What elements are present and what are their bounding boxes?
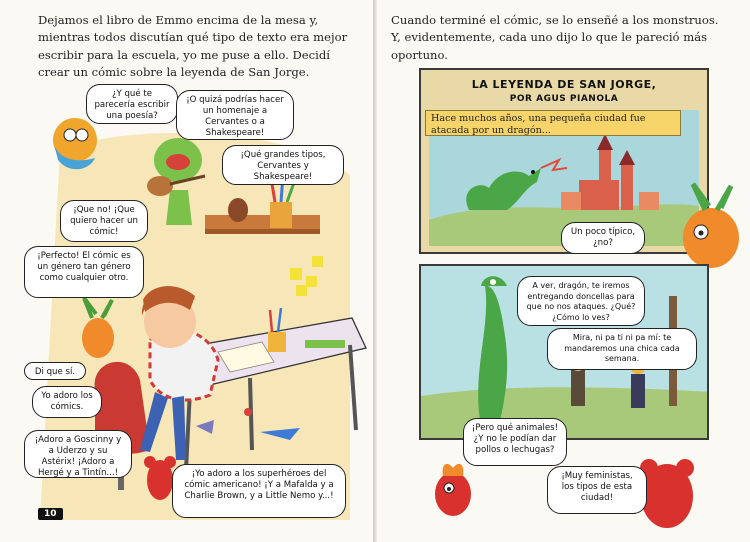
left-page	[0, 0, 373, 542]
red-orange-monster	[435, 472, 471, 516]
sticky-note	[290, 268, 302, 280]
speech-bubble-poetry: ¿Y qué te parecería escribir una poesía?	[86, 84, 178, 124]
shelf	[205, 215, 320, 229]
pencil-cup	[270, 202, 292, 228]
speech-bubble-typical: Un poco típico, ¿no?	[561, 222, 645, 254]
left-paragraph: Dejamos el libro de Emmo encima de la mesa y, mientras todos discutían qué tipo de texto era mejor escribir para la escuela, yo me puse a ello. Decidí crear un cómic sobre la leyenda de San Jorge.	[38, 13, 348, 80]
speech-bubble-animals: ¡Pero qué animales! ¿Y no le podían dar pollos o lechugas?	[463, 418, 567, 466]
knight-1	[571, 370, 585, 406]
right-paragraph: Cuando terminé el cómic, se lo enseñé a los monstruos. Y, evidentemente, cada uno dijo lo que le pareció más oportuno.	[391, 13, 719, 62]
speech-bubble-goscinny: ¡Adoro a Goscinny y a Uderzo y su Astérix! ¡Adoro a Hergé y a Tintín...!	[24, 430, 132, 478]
orange-monster	[82, 318, 114, 358]
guitar	[147, 176, 173, 196]
speech-bubble-superheroes: ¡Yo adoro a los superhéroes del cómic americano! ¡Y a Mafalda y a Charlie Brown, y a Little Nemo y...!	[172, 464, 346, 518]
speech-bubble-perfect: ¡Perfecto! El cómic es un género tan género como cualquier otro.	[24, 246, 144, 298]
comic-bubble-dragon: Mira, ni pa ti ni pa mí: te mandaremos una chica cada semana.	[547, 328, 697, 370]
comic-title-line1: LA LEYENDA DE SAN JORGE,	[471, 78, 657, 91]
orange-monster-right	[677, 180, 749, 270]
comic-panel-bottom	[419, 264, 709, 440]
right-page	[377, 0, 750, 542]
comic-caption: Hace muchos años, una pequeña ciudad fue atacada por un dragón...	[425, 110, 681, 136]
speech-bubble-comic: ¡Que no! ¡Que quiero hacer un cómic!	[60, 200, 148, 242]
speech-bubble-love-comics: Yo adoro los cómics.	[32, 386, 102, 418]
page-number: 10	[38, 508, 63, 520]
speech-bubble-say-yes: Di que sí.	[24, 362, 86, 380]
knight-2	[631, 374, 645, 408]
speech-bubble-great-guys: ¡Qué grandes tipos, Cervantes y Shakespeare!	[222, 145, 344, 185]
comic-title-line2: POR AGUS PIANOLA	[509, 94, 619, 104]
speech-bubble-homage: ¡O quizá podrías hacer un homenaje a Cervantes o a Shakespeare!	[176, 90, 294, 140]
comic-bubble-knight: A ver, dragón, te iremos entregando doncellas para que no nos ataques. ¿Qué? ¿Cómo lo ves?	[517, 276, 645, 326]
speech-bubble-feminists: ¡Muy feministas, los tipos de esta ciudad!	[547, 466, 647, 514]
